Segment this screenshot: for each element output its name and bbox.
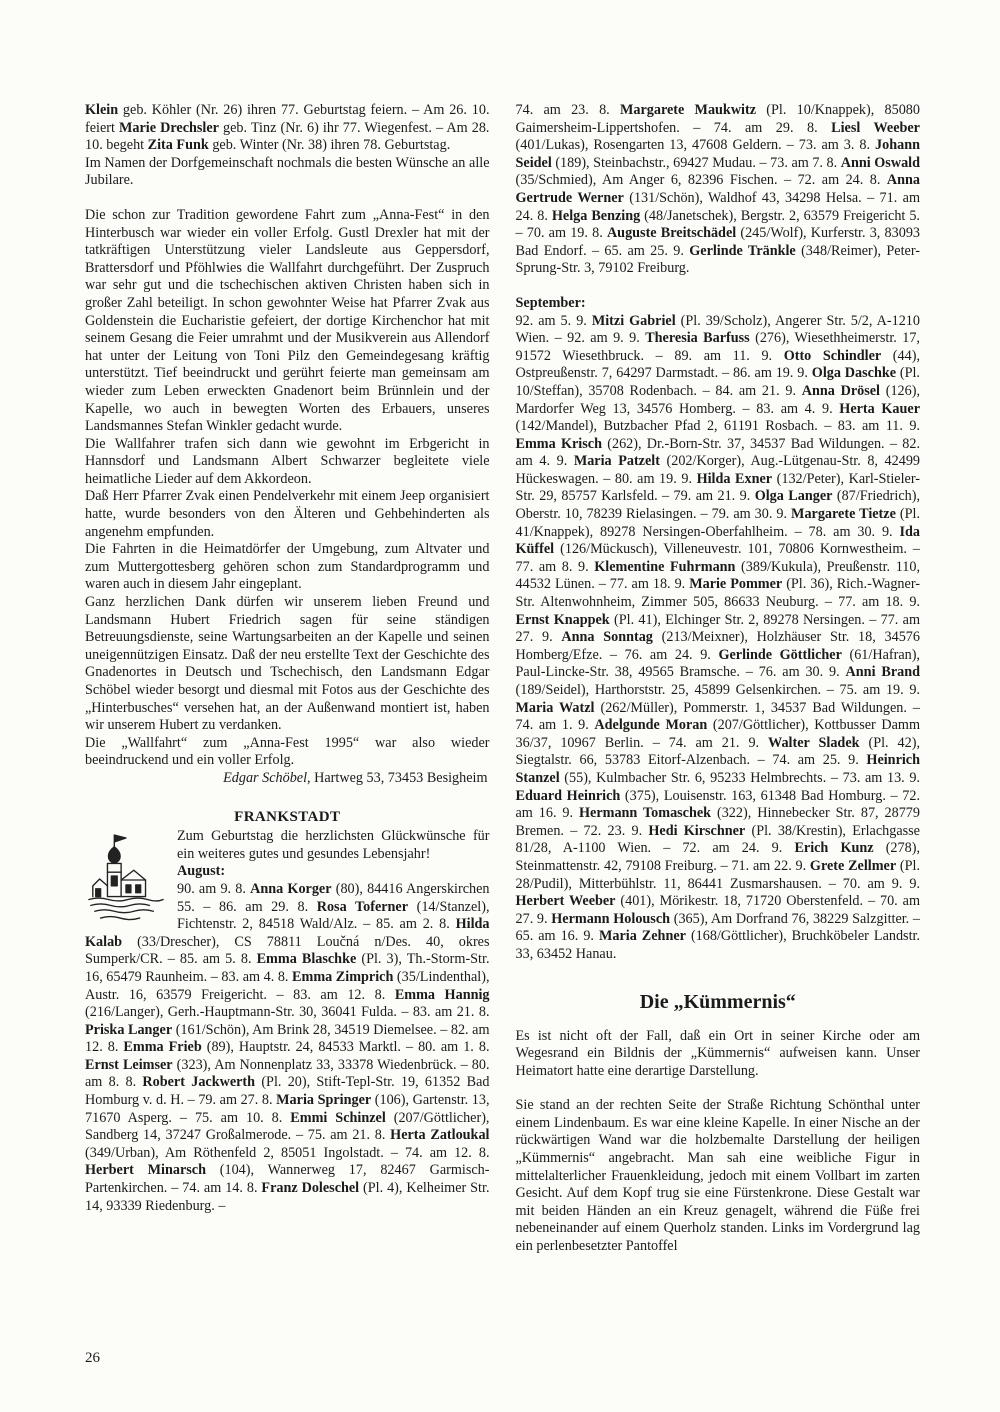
bold-run: Herbert Weeber <box>515 893 616 910</box>
bold-run: Gerlinde Göttlicher <box>718 646 842 663</box>
bold-run: Emma Frieb <box>123 1039 202 1056</box>
bold-run: Emma Zimprich <box>292 968 394 985</box>
bold-run: Priska Langer <box>85 1021 173 1038</box>
bold-run: Johann Seidel <box>515 137 920 171</box>
bold-run: Hermann Holousch <box>551 910 671 927</box>
bold-run: Hermann Tomaschek <box>579 805 712 822</box>
bold-run: Zita Funk <box>147 137 209 154</box>
august-birthday-list-continued: 74. am 23. 8. Margarete Maukwitz (Pl. 10/Knappek), 85080 Gaimersheim-Lippertshofen. – 74. am 29. 8. Liesl Weeber (401/Lukas), Rosengarten 13, 47608 Geldern. – 73. am 3. 8. Johann Seidel (189), Steinbachstr., 69427 Mudau. – 73. am 7. 8. Anni Oswald (35/Schmied), Am Anger 6, 82396 Fischen. – 72. am 24. 8. Anna Gertrude Werner (131/Schön), Waldhof 43, 34298 Helsa. – 71. am 24. 8. Helga Benzing (48/Janetschek), Bergstr. 2, 63579 Freigericht 5. – 70. am 19. 8. Auguste Breitschädel (245/Wolf), Kurferstr. 3, 83093 Bad Endorf. – 65. am 25. 9. Gerlinde Tränkle (348/Reimer), Peter-Sprung-Str. 3, 79102 Freiburg. <box>515 102 921 277</box>
bold-run: Olga Daschke <box>811 365 897 382</box>
bold-run: Anni Brand <box>845 664 920 681</box>
bold-run: Emmi Schinzel <box>290 1109 386 1126</box>
paragraph-wuensche: Im Namen der Dorfgemeinschaft nochmals die besten Wünsche an alle Jubilare. <box>85 154 490 189</box>
bold-run: Adelgunde Moran <box>594 717 708 734</box>
bold-run: Klein <box>85 102 119 118</box>
bold-run: Klementine Fuhrmann <box>594 558 736 575</box>
bold-run: Robert Jackwerth <box>142 1074 256 1091</box>
september-label <box>516 295 921 313</box>
bold-run: Heinrich Stanzel <box>515 752 920 786</box>
frankstadt-intro: Zum Geburtstag die herzlichsten Glückwünsche für ein weiteres gutes und gesundes Lebensjahr! <box>85 828 490 863</box>
kuemmernis-body: Sie stand an der rechten Seite der Straße Richtung Schönthal unter einem Lindenbaum. Es war eine kleine Kapelle. In einer Nische an der rückwärtigen Wand war die holzbemalte Darstellung der heiligen „Kümmernis“ angebracht. Man sah eine weibliche Figur in mittelalterlicher Frauenkleidung, jedoch mit einem Vollbart im zarten Gesicht. Auf dem Kopf trug sie eine Fürstenkrone. Diese Gestalt war mit beiden Händen an ein Kreuz genagelt, während die Füße frei nebeneinander auf einem Querholz standen. Links im Vordergrund lag ein perlenbesetzter Pantoffel <box>515 1097 920 1255</box>
paragraph-wallfahrer: Die Wallfahrer trafen sich dann wie gewohnt im Erbgericht in Hannsdorf und Landsmann Albert Schwarzer begleitete viele heimatliche Lieder auf dem Akkordeon. <box>85 435 490 487</box>
paragraph-schluss: Die „Wallfahrt“ zum „Anna-Fest 1995“ war also wieder beeindruckend und ein voller Erfolg. <box>85 734 490 769</box>
page-number: 26 <box>85 1350 100 1366</box>
august-birthday-list: 90. am 9. 8. Anna Korger (80), 84416 Angerskirchen 55. – 86. am 29. 8. Rosa Toferner (14/Stanzel), Fichtenstr. 2, 84518 Wald/Alz. – 85. am 2. 8. Hilda Kalab (33/Drescher), CS 78811 Loučná n/Des. 40, okres Sumperk/CR. – 85. am 5. 8. Emma Blaschke (Pl. 3), Th.-Storm-Str. 16, 65479 Raunheim. – 83. am 4. 8. Emma Zimprich (35/Lindenthal), Austr. 16, 63579 Freigericht. – 83. am 12. 8. Emma Hannig (216/Langer), Gerh.-Hauptmann-Str. 30, 36041 Fulda. – 83. am 21. 8. Priska Langer (161/Schön), Am Brink 28, 34519 Diemelsee. – 82. am 12. 8. Emma Frieb (89), Hauptstr. 24, 84533 Marktl. – 80. am 1. 8. Ernst Leimser (323), Am Nonnenplatz 33, 33378 Wiedenbrück. – 80. am 8. 8. Robert Jackwerth (Pl. 20), Stift-Tepl-Str. 19, 61352 Bad Homburg v. d. H. – 79. am 27. 8. Maria Springer (106), Gartenstr. 13, 71670 Asperg. – 75. am 10. 8. Emmi Schinzel (207/Göttlicher), Sandberg 14, 37247 Großalmerode. – 75. am 21. 8. Herta Zatloukal (349/Urban), Am Röthenfeld 2, 85051 Ingolstadt. – 74. am 12. 8. Herbert Minarsch (104), Wannerweg 17, 82467 Garmisch-Partenkirchen. – 74. am 14. 8. Franz Doleschel (Pl. 4), Kelheimer Str. 14, 93339 Riedenburg. – <box>85 880 490 1214</box>
bold-run: Margarete Tietze <box>791 506 896 523</box>
bold-run: Ida Küffel <box>515 523 920 558</box>
kuemmernis-intro: Es ist nicht oft der Fall, daß ein Ort in seiner Kirche oder am Wegesrand ein Bildnis der „Kümmernis“ aufweisen kann. Unser Heimatort hatte eine derartige Darstellung. <box>515 1027 920 1079</box>
kuemmernis-heading: Die „Kümmernis“ <box>639 990 796 1013</box>
bold-run: Gerlinde Tränkle <box>689 242 796 259</box>
bold-run: Emma Blaschke <box>256 951 357 968</box>
paragraph-jubilare: Klein geb. Köhler (Nr. 26) ihren 77. Geburtstag feiern. – Am 26. 10. feiert Marie Drechsler geb. Tinz (Nr. 6) ihr 77. Wiegenfest. – Am 28. 10. begeht Zita Funk geb. Winter (Nr. 38) ihren 78. Geburtstag. <box>85 102 490 154</box>
bold-run: Otto Schindler <box>783 347 882 364</box>
frankstadt-heading: FRANKSTADT <box>234 808 341 825</box>
bold-run: Maria Zehner <box>598 928 686 945</box>
bold-run: Marie Drechsler <box>119 119 219 136</box>
bold-run: Franz Doleschel <box>261 1180 360 1197</box>
bold-run: Maria Patzelt <box>573 453 660 470</box>
september-birthday-list: 92. am 5. 9. Mitzi Gabriel (Pl. 39/Scholz), Angerer Str. 5/2, A-1210 Wien. – 92. am 9. 9. Theresia Barfuss (276), Wiesethheimerstr. 17, 91572 Wiesethbruck. – 89. am 11. 9. Otto Schindler (44), Ostpreußenstr. 7, 64297 Darmstadt. – 86. am 19. 9. Olga Daschke (Pl. 10/Steffan), 35708 Rodenbach. – 84. am 21. 9. Anna Drösel (126), Mardorfer Weg 13, 34576 Homberg. – 83. am 4. 9. Herta Kauer (142/Mandel), Butzbacher Pfad 2, 61191 Rosbach. – 83. am 11. 9. Emma Krisch (262), Dr.-Born-Str. 37, 34537 Bad Wildungen. – 82. am 4. 9. Maria Patzelt (202/Korger), Aug.-Lütgenau-Str. 8, 42499 Hückeswagen. – 80. am 19. 9. Hilda Exner (132/Peter), Karl-Stieler-Str. 29, 85757 Karlsfeld. – 79. am 21. 9. Olga Langer (87/Friedrich), Oberstr. 10, 78239 Rielasingen. – 79. am 30. 9. Margarete Tietze (Pl. 41/Knappek), 89278 Nersingen-Oberfahlheim. – 78. am 30. 9. Ida Küffel (126/Mückusch), Villeneuvestr. 101, 70806 Kornwestheim. – 77. am 8. 9. Klementine Fuhrmann (389/Kukula), Preußenstr. 110, 44532 Lünen. – 77. am 18. 9. Marie Pommer (Pl. 36), Rich.-Wagner-Str. Altenwohnheim, Zimmer 505, 86633 Neuburg. – 77. am 18. 9. Ernst Knappek (Pl. 41), Elchinger Str. 2, 89278 Nersingen. – 77. am 27. 9. Anna Sonntag (213/Meixner), Holzhäuser Str. 18, 34576 Homberg/Efze. – 76. am 24. 9. Gerlinde Göttlicher (61/Hafran), Paul-Lincke-Str. 38, 49565 Bramsche. – 76. am 30. 9. Anni Brand (189/Seidel), Harthorststr. 25, 45899 Gelsenkirchen. – 75. am 19. 9. Maria Watzl (262/Müller), Pommerstr. 1, 34537 Bad Wildungen. – 74. am 1. 9. Adelgunde Moran (207/Göttlicher), Kottbusser Damm 36/37, 10967 Berlin. – 74. am 21. 9. Walter Sladek (Pl. 42), Siegtalstr. 66, 53783 Eitorf-Alzenbach. – 74. am 25. 9. Heinrich Stanzel (55), Kulmbacher Str. 6, 95233 Helmbrechts. – 73. am 13. 9. Eduard Heinrich (375), Louisenstr. 163, 61348 Bad Homburg. – 72. am 16. 9. Hermann Tomaschek (322), Hinnebecker Str. 87, 28779 Bremen. – 72. 23. 9. Hedi Kirschner (Pl. 38/Krestin), Erlachgasse 81/28, A-1100 Wien. – 72. am 24. 9. Erich Kunz (278), Steinmattenstr. 42, 79108 Freiburg. – 71. am 22. 9. Grete Zellmer (Pl. 28/Pudil), Mitterbühlstr. 11, 86441 Zusmarshausen. – 70. am 9. 9. Herbert Weeber (401), Mörikestr. 18, 71720 Oberstenfeld. – 70. am 27. 9. Hermann Holousch (365), Am Dorfrand 76, 38229 Salzgitter. – 65. am 16. 9. Maria Zehner (168/Göttlicher), Bruchköbeler Landstr. 33, 63452 Hanau. <box>515 312 921 962</box>
bold-run: Hilda Kalab <box>85 916 490 950</box>
bold-run: Walter Sladek <box>768 734 860 751</box>
bold-run: Theresia Barfuss <box>645 330 750 347</box>
bold-run: Margarete Maukwitz <box>619 102 757 118</box>
bold-run: Olga Langer <box>754 488 833 505</box>
bold-run: Maria Springer <box>276 1092 372 1109</box>
bold-run: Emma Hannig <box>394 986 490 1003</box>
left-column <box>85 102 490 1256</box>
bold-run: Hedi Kirschner <box>648 822 746 839</box>
bold-run: Ernst Leimser <box>85 1056 173 1073</box>
bold-run: Marie Pommer <box>689 576 783 593</box>
bold-run: August: <box>177 863 226 880</box>
italic-run: Edgar Schöbel, <box>223 769 311 786</box>
bold-run: Anna Korger <box>250 880 332 897</box>
bold-run: Anni Oswald <box>840 154 920 171</box>
bold-run: Hilda Exner <box>696 470 773 487</box>
bold-run: Herta Zatloukal <box>390 1127 490 1144</box>
two-column-text-area <box>85 102 920 1256</box>
bold-run: Rosa Toferner <box>316 898 409 915</box>
bold-run: Anna Gertrude Werner <box>515 172 920 206</box>
bold-run: Mitzi Gabriel <box>591 312 676 329</box>
paragraph-dank: Ganz herzlichen Dank dürfen wir unserem lieben Freund und Landsmann Hubert Friedrich sagen für seine ständigen Betreuungsdienste, seine Wartungsarbeiten an der Kapelle und seinen uneigennützigen Einsatz. Daß der neu erstellte Text der Geschichte des Gnadenortes in Deutsch und Tschechisch, den Landsmann Edgar Schöbel wieder besorgt und diesmal mit Fotos aus der Geschichte des „Hinterbusches“ versehen hat, an der Außenwand montiert ist, haben wir unserem Hubert zu verdanken. <box>85 594 490 734</box>
bold-run: Ernst Knappek <box>515 611 610 628</box>
frankstadt-woodcut-image <box>85 830 167 930</box>
right-column <box>516 102 921 1256</box>
bold-run: Herbert Minarsch <box>85 1162 206 1179</box>
bold-run: Anna Drösel <box>801 382 880 399</box>
bold-run: Grete Zellmer <box>809 857 897 874</box>
bold-run: Emma Krisch <box>515 435 602 452</box>
signature-line: Edgar Schöbel, Hartweg 53, 73453 Besigheim <box>223 769 488 786</box>
paragraph-anna-fest: Die schon zur Tradition gewordene Fahrt zum „Anna-Fest“ in den Hinterbusch war wieder ein voller Erfolg. Gustl Drexler hat mit der tatkräftigen Unterstützung vieler Landsleute aus Geppersdorf, Brattersdorf und Pföhlwies die Wallfahrt durchgeführt. Der Zuspruch war sehr gut und die tschechischen aktiven Christen haben sich in großer Zahl beteiligt. In schon gewohnter Weise hat Pfarrer Zvak aus Goldenstein die Eucharistie gefeiert, der dortige Kirchenchor hat mit seinem Gesang die Feier umrahmt und der Musikverein aus Allendorf hat unter der Leitung von Toni Pilz den Gemeindegesang kräftig unterstützt. Tief beeindruckt und gerührt feierte man gemeinsam am wieder zum Leben erweckten Gnadenort beim Brünnlein und der Kapelle, wo auch in bewegten Worten des Erbauers, unseres Landsmannes Stefan Winkler gedacht wurde. <box>85 206 490 435</box>
bold-run: Helga Benzing <box>551 207 641 224</box>
paragraph-fahrten: Die Fahrten in die Heimatdörfer der Umgebung, zum Altvater und zum Muttergottesberg gehören schon zum Standardprogramm und waren auch in diesem Jahr eingeplant. <box>85 541 490 593</box>
bold-run: Auguste Breitschädel <box>606 225 737 242</box>
bold-run: September: <box>515 294 586 311</box>
bold-run: Eduard Heinrich <box>515 787 621 804</box>
bold-run: Erich Kunz <box>794 840 874 857</box>
paragraph-pendelverkehr: Daß Herr Pfarrer Zvak einen Pendelverkehr mit einem Jeep organisiert hatte, wurde besonders von den Älteren und Gehbehinderten als angenehm empfunden. <box>85 488 490 540</box>
bold-run: Maria Watzl <box>515 699 595 716</box>
bold-run: Herta Kauer <box>839 400 921 417</box>
bold-run: Liesl Weeber <box>831 119 920 136</box>
bold-run: Anna Sonntag <box>561 629 653 646</box>
